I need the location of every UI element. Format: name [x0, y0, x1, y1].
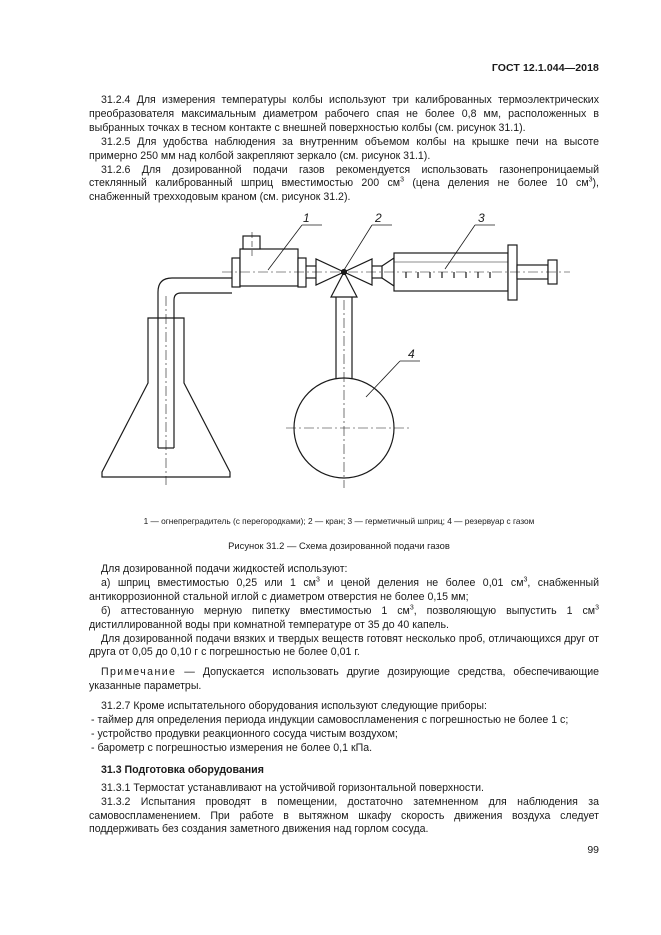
callout-1: 1	[303, 211, 310, 225]
liquids-item-b: б) аттестованную мерную пипетку вместимостью 1 $см^3$, позволяющую выпустить 1 $см^3$ дистиллированной воды при комнатной температуре от 35 до 40 капель.	[89, 604, 599, 631]
page-number: 99	[587, 844, 599, 856]
list-item: - барометр с погрешностью измерения не более 0,1 кПа.	[91, 741, 373, 754]
paragraph-31-2-6: 31.2.6 Для дозированной подачи газов рекомендуется использовать газонепроницаемый стеклянный калиброванный шприц вместимостью 200 $см^3$ (цена деления не более 10 $см^3$), снабженный трехходовым краном (см. рисунок 31.2).	[89, 163, 600, 204]
top-text	[89, 94, 599, 205]
gas-dosing-diagram	[80, 200, 600, 520]
note: Примечание — Допускается использовать другие дозирующие средства, обеспечивающие указанные параметры.	[89, 666, 599, 693]
paragraph-31-3-1: 31.3.1 Термостат устанавливают на устойчивой горизонтальной поверхности.	[101, 781, 484, 794]
paragraph-31-2-7: 31.2.7 Кроме испытательного оборудования используют следующие приборы:	[101, 700, 487, 713]
figure-legend: 1 — огнепреградитель (с перегородками); 2 — кран; 3 — герметичный шприц; 4 — резервуар с газом	[143, 516, 535, 526]
paragraph-31-2-5: 31.2.5 Для удобства наблюдения за внутренним объемом колбы на крышке печи на высоте примерно 250 мм над колбой закрепляют зеркало (см. рисунок 31.1).	[89, 135, 599, 162]
liquids-item-a: а) шприц вместимостью 0,25 или 1 $см^3$ и ценой деления не более 0,01 $см^3$, снабженный антикоррозионной стальной иглой с диаметром отверстия не более 0,15 мм;	[89, 576, 599, 603]
viscous-paragraph: Для дозированной подачи вязких и твердых веществ готовят несколько проб, отличающихся друг от друга от 0,05 до 0,10 г с погрешностью не более 0,01 г.	[89, 632, 599, 659]
callout-2: 2	[375, 211, 382, 225]
lower-text	[89, 563, 599, 837]
paragraph-31-3-2: 31.3.2 Испытания проводят в помещении, достаточно затемненном для наблюдения за самовоспламенением. При работе в вытяжном шкафу скорость движения воздуха следует поддерживать без создания заметного движения над горлом сосуда.	[89, 795, 599, 836]
note-label: Примечание	[101, 666, 177, 679]
section-heading-31-3: 31.3 Подготовка оборудования	[101, 763, 264, 776]
standard-header: ГОСТ 12.1.044—2018	[491, 62, 599, 74]
list-item: - таймер для определения периода индукции самовоспламенения с погрешностью не более 1 с;	[91, 714, 569, 727]
flame-arrester	[232, 258, 240, 287]
callout-3: 3	[478, 211, 485, 225]
callout-4: 4	[408, 347, 415, 361]
paragraph-31-2-4: 31.2.4 Для измерения температуры колбы используют три калиброванных термоэлектрических преобразователя максимальным диаметром рабочего спая не более 0,8 мм, расположенных в выбранных точках в тесном контакте с внешней поверхностью колбы (см. рисунок 31.1).	[89, 94, 599, 134]
list-item: - устройство продувки реакционного сосуда чистым воздухом;	[91, 727, 398, 740]
liquids-intro: Для дозированной подачи жидкостей используют:	[101, 563, 348, 575]
figure-caption: Рисунок 31.2 — Схема дозированной подачи газов	[228, 540, 450, 551]
